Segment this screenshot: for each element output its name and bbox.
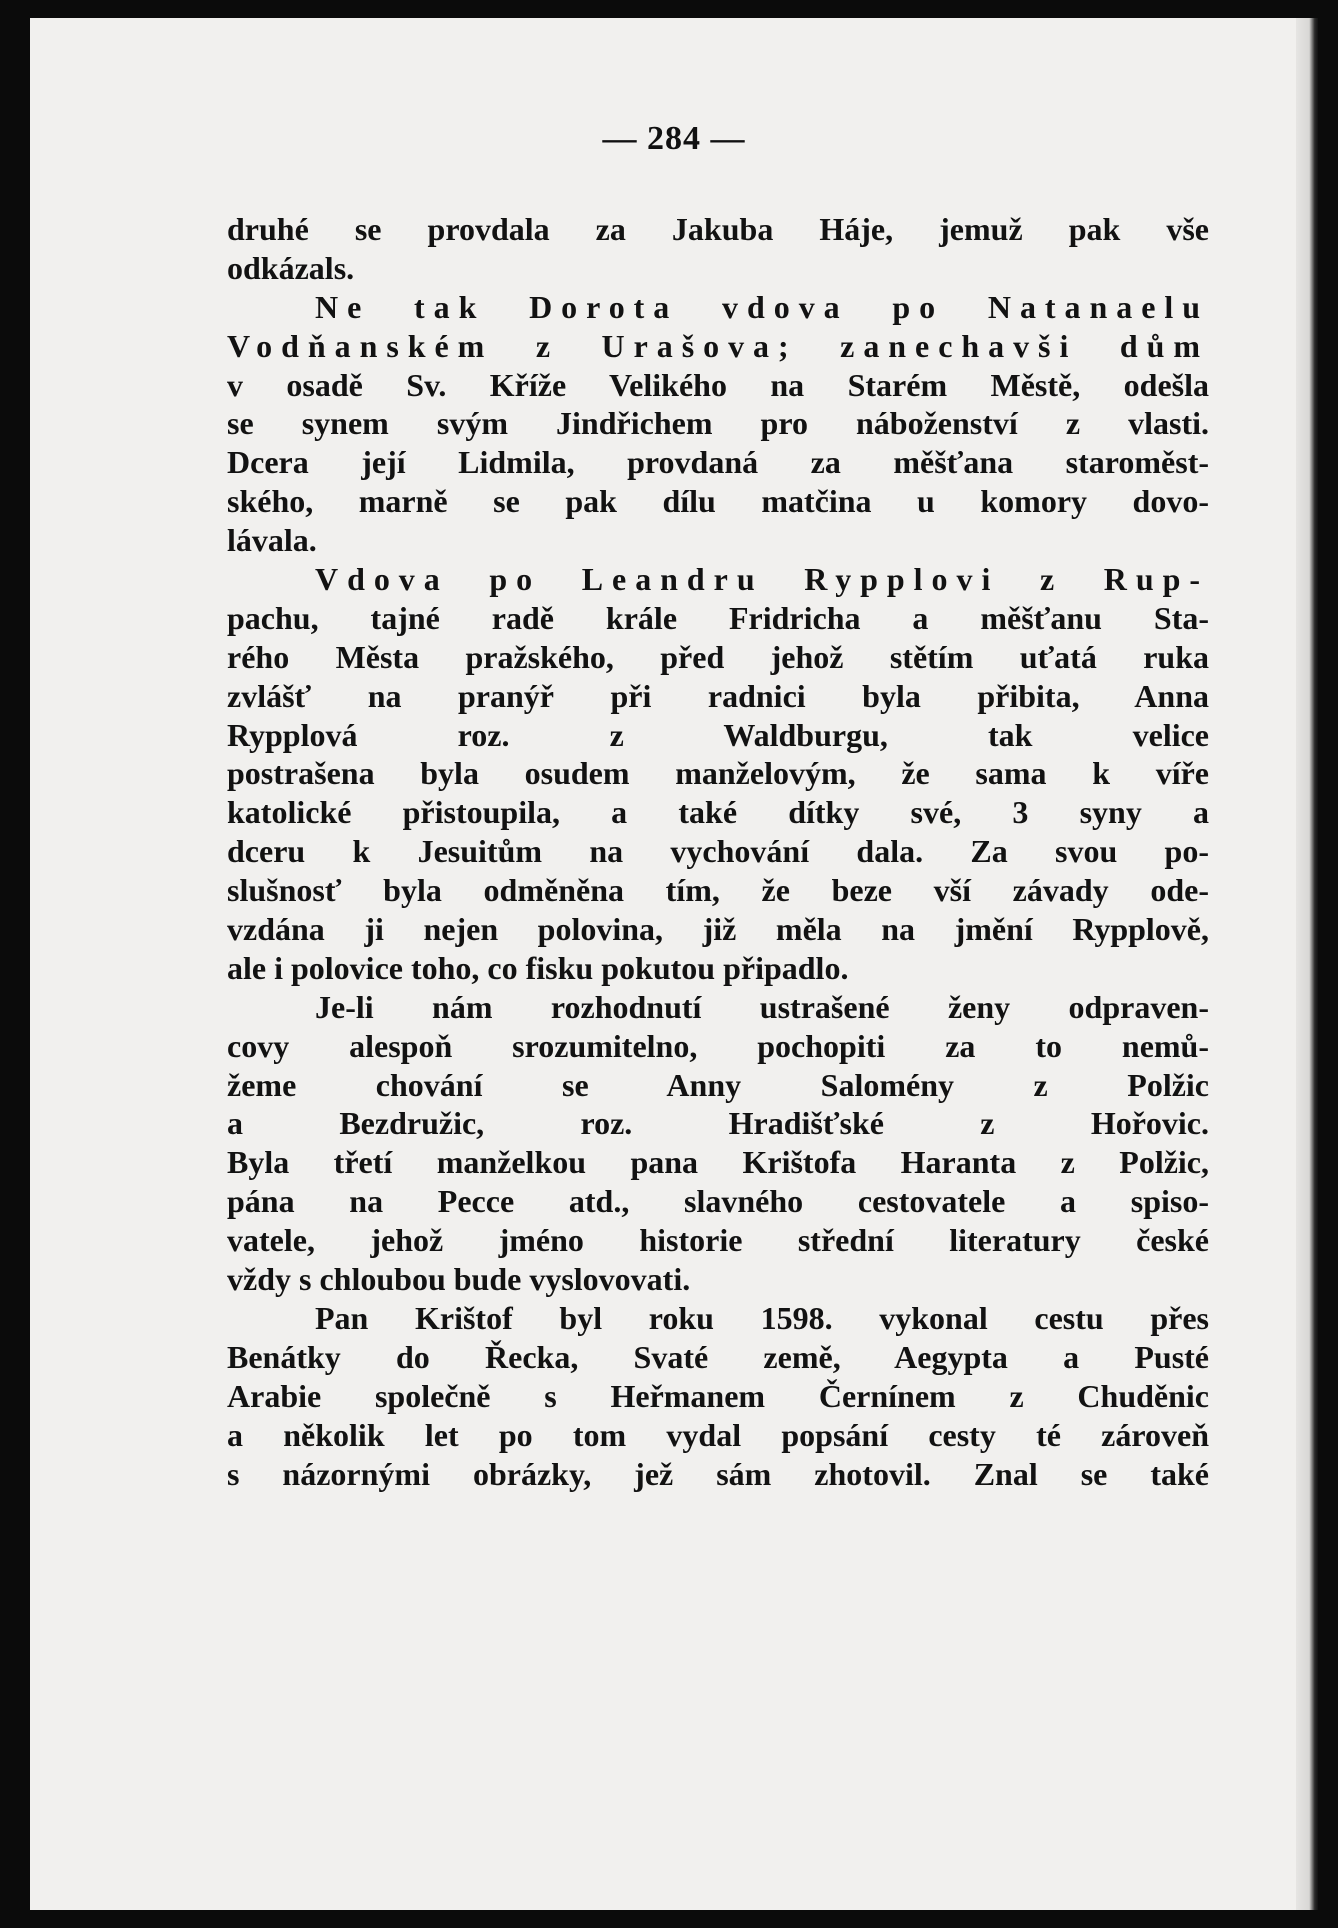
text-line: Dcera její Lidmila, provdaná za měšťana staroměst-	[227, 444, 1209, 481]
text-line: odkázals.	[227, 249, 355, 286]
text-line: se synem svým Jindřichem pro náboženství z vlasti.	[227, 405, 1209, 442]
text-line: ského, marně se pak dílu matčina u komory dovo-	[227, 483, 1209, 520]
text-line: covy alespoň srozumitelno, pochopiti za to nemů-	[227, 1027, 1209, 1064]
text-line: žeme chování se Anny Salomény z Polžic	[227, 1066, 1209, 1103]
text-line: dceru k Jesuitům na vychování dala. Za svou po-	[227, 833, 1209, 870]
text-line: Arabie společně s Heřmanem Černínem z Chuděnic	[227, 1377, 1209, 1414]
text-line: Benátky do Řecka, Svaté země, Aegypta a Pusté	[227, 1338, 1209, 1375]
text-line: vzdána ji nejen polovina, již měla na jmění Rypplově,	[227, 911, 1209, 948]
text-line: pachu, tajné radě krále Fridricha a měšťanu Sta-	[227, 599, 1209, 636]
text-line: rého Města pražského, před jehož stětím uťatá ruka	[227, 638, 1209, 675]
text-line: Ne tak Dorota vdova po Natanaelu	[315, 288, 1209, 325]
page-number: — 284 —	[602, 120, 746, 157]
text-line: a Bezdružic, roz. Hradišťské z Hořovic.	[227, 1105, 1209, 1142]
text-line: a několik let po tom vydal popsání cesty té zároveň	[227, 1416, 1209, 1453]
text-line: katolické přistoupila, a také dítky své, 3 syny a	[227, 794, 1209, 831]
text-line: druhé se provdala za Jakuba Háje, jemuž pak vše	[227, 211, 1209, 247]
text-line: Pan Krištof byl roku 1598. vykonal cestu přes	[315, 1299, 1209, 1336]
book-page	[30, 18, 1318, 1910]
text-line: vždy s chloubou bude vyslovovati.	[227, 1261, 691, 1298]
text-line: Je-li nám rozhodnutí ustrašené ženy odpraven-	[315, 988, 1209, 1025]
text-line: lávala.	[227, 522, 317, 559]
text-line: Vdova po Leandru Rypplovi z Rup-	[315, 561, 1209, 598]
text-line: v osadě Sv. Kříže Velikého na Starém Městě, odešla	[227, 366, 1209, 403]
text-line: s názornými obrázky, jež sám zhotovil. Znal se také	[227, 1455, 1209, 1492]
body-text	[227, 210, 1209, 1493]
text-line: Rypplová roz. z Waldburgu, tak velice	[227, 716, 1209, 753]
page-spine-edge	[1296, 18, 1318, 1910]
text-line: Byla třetí manželkou pana Krištofa Harantа z Polžic,	[227, 1144, 1209, 1181]
text-line: slušnosť byla odměněna tím, že beze vší závady ode-	[227, 872, 1209, 909]
text-line: zvlášť na pranýř při radnici byla přibita, Anna	[227, 677, 1209, 714]
text-line: ale i polovice toho, co fisku pokutou připadlo.	[227, 949, 849, 986]
text-line: Vodňanském z Urašova; zanechavši dům	[227, 327, 1209, 364]
text-line: pána na Pecce atd., slavného cestovatele a spiso-	[227, 1183, 1209, 1220]
text-line: postrašena byla osudem manželovým, že sama k víře	[227, 755, 1209, 792]
text-line: vatele, jehož jméno historie střední literatury české	[227, 1222, 1209, 1259]
